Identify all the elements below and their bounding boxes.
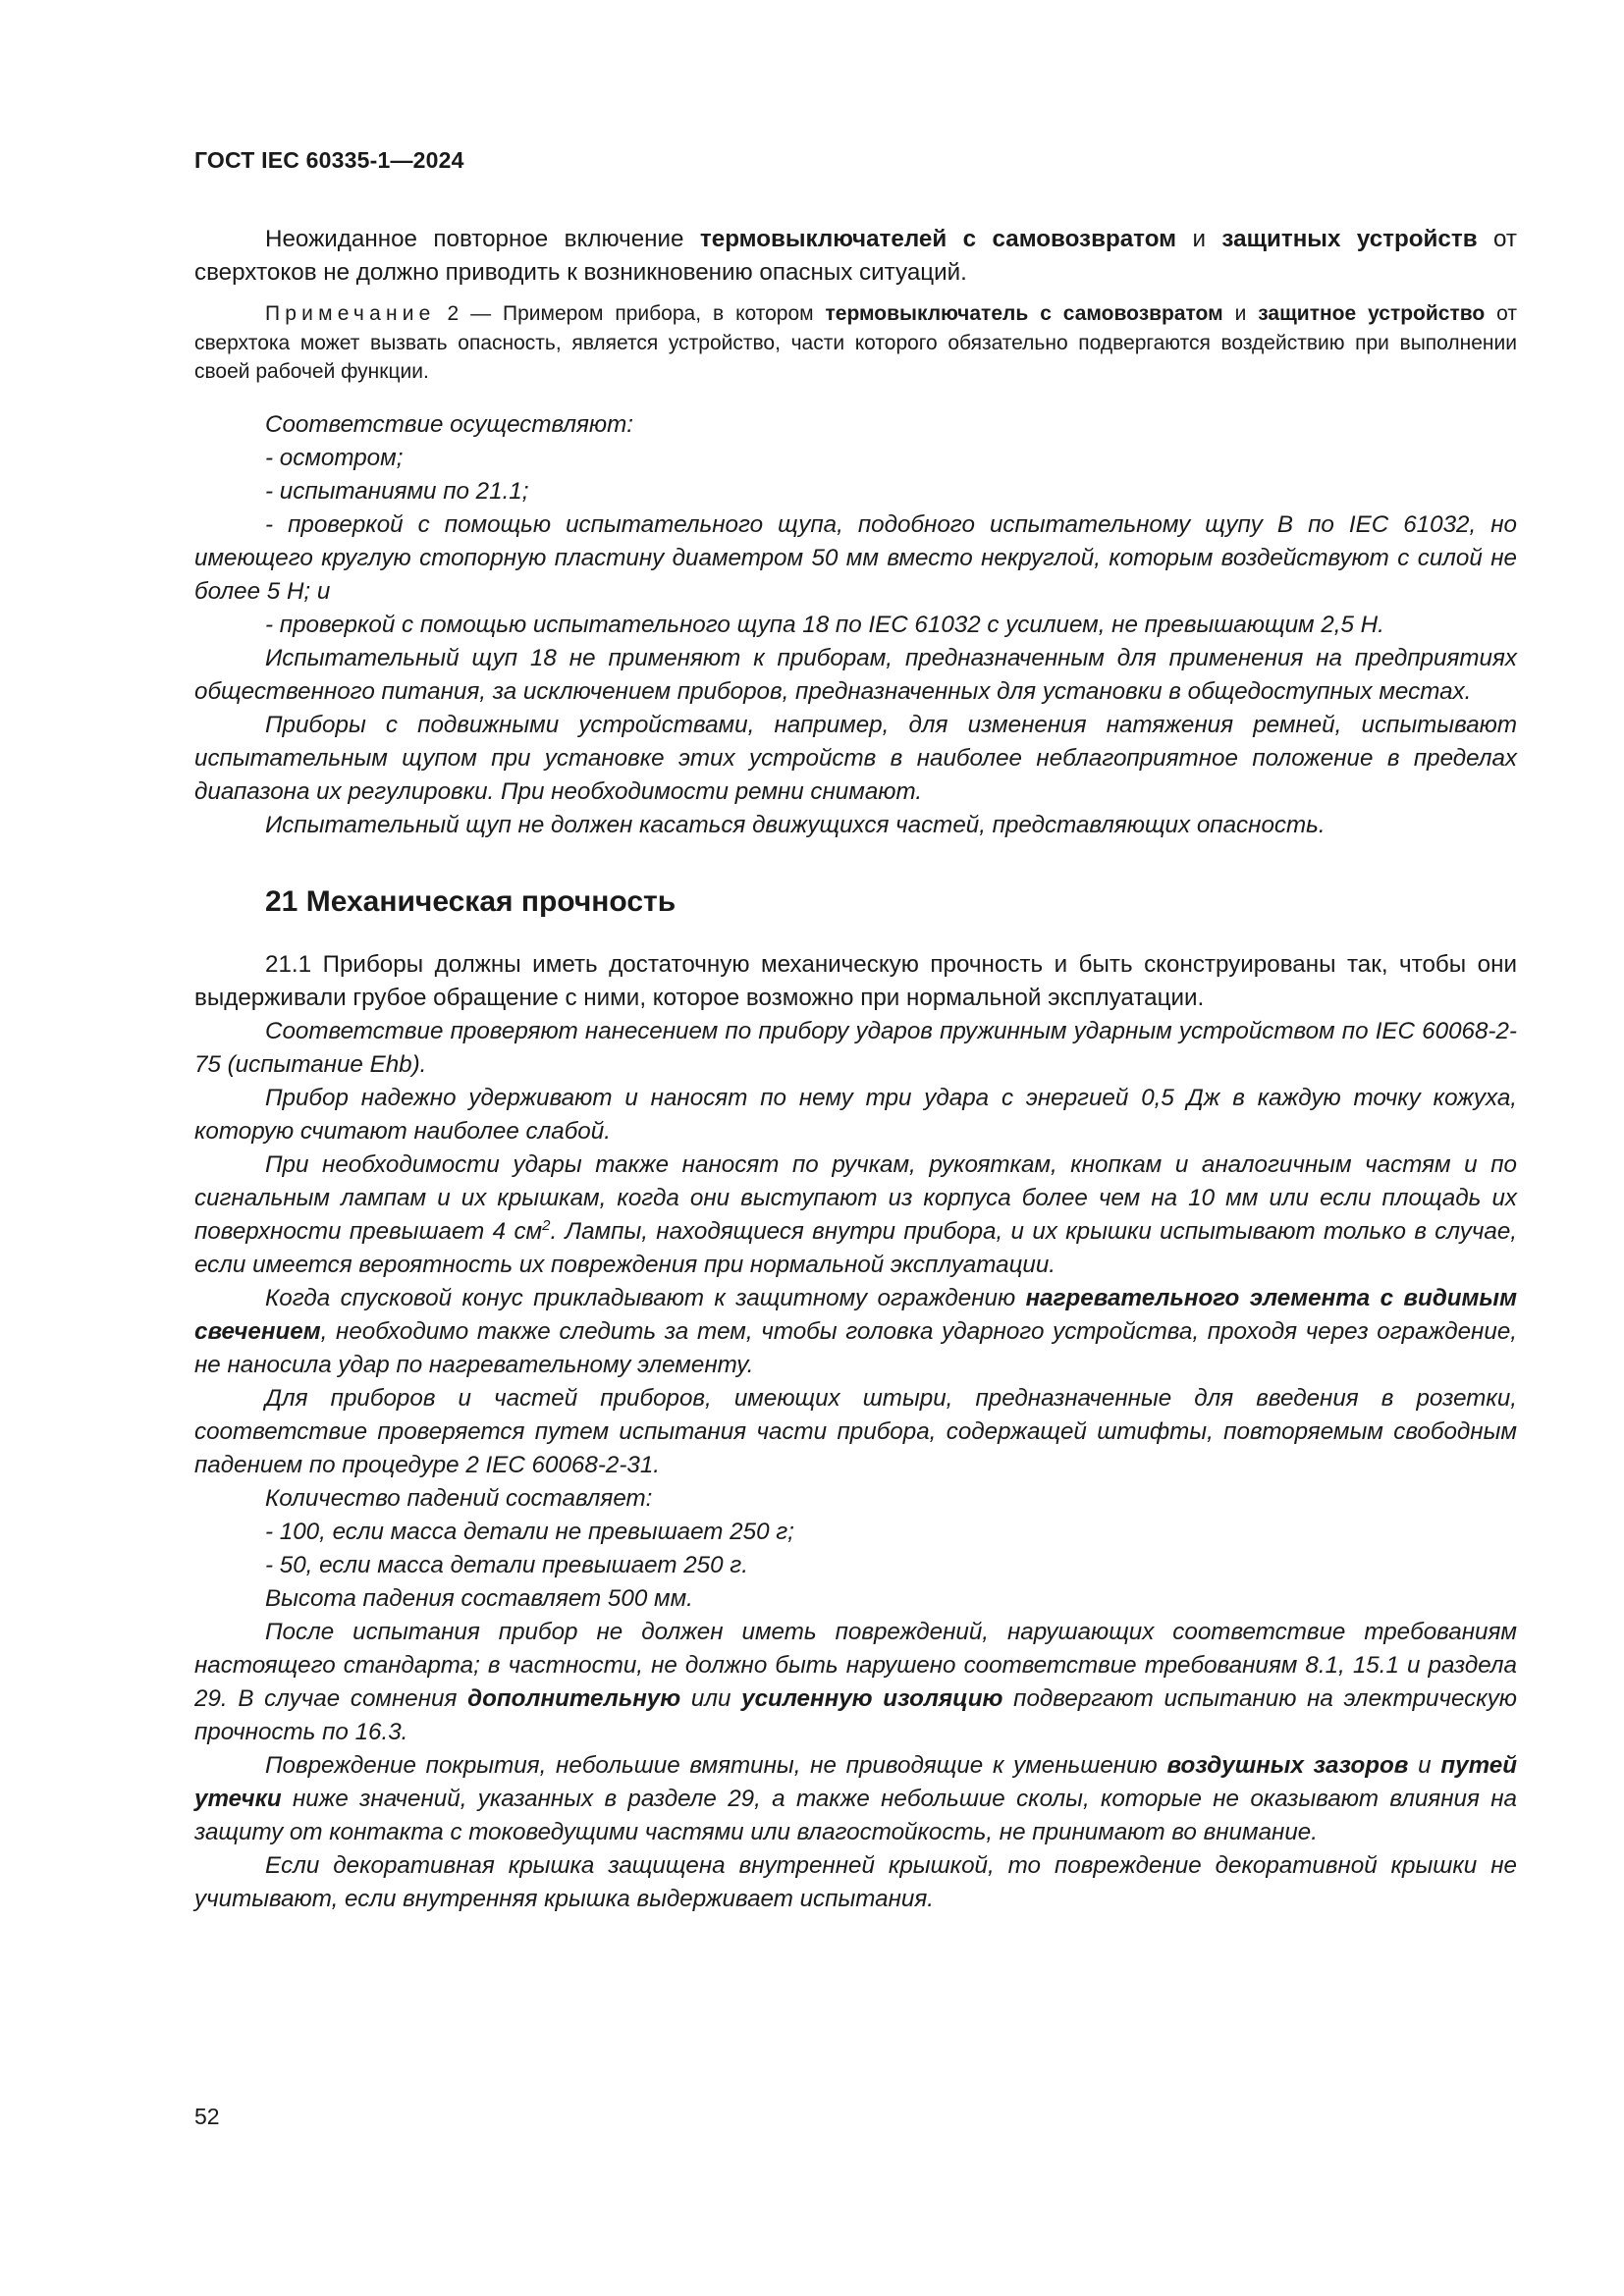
text-segment: и: [1408, 1751, 1441, 1779]
section-21-title: 21 Механическая прочность: [265, 884, 677, 918]
text-segment: , необходимо также следить за тем, чтобы головка ударного устройства, проходя через ограждение, не наносила удар по нагревательному элементу.: [194, 1317, 1517, 1378]
text-segment: 2 — Примером прибора, в котором: [435, 302, 826, 325]
text-segment: После испытания прибор не должен иметь повреждений, нарушающих соответствие требованиям настоящего стандарта; в частности, не должно быть нарушено соответствие требованиям 8.1, 15.1 и раздела 29. В случае сомнения: [194, 1618, 1517, 1712]
compliance-text: [194, 1148, 1517, 1282]
compliance-text: - 50, если масса детали превышает 250 г.: [265, 1551, 748, 1578]
note-label: Примечание: [265, 302, 436, 325]
note-2: [194, 299, 1517, 387]
compliance-text-part: . Лампы, находящиеся внутри прибора, и их крышки испытывают только в случае, если имеется вероятность их повреждения при нормальной эксплуатации.: [194, 1217, 1517, 1278]
text-segment: или: [680, 1684, 742, 1712]
compliance-line: Приборы с подвижными устройствами, например, для изменения натяжения ремней, испытывают испытательным щупом при установке этих устройств в наиболее неблагоприятное положение в пределах диапазона их регулировки. При необходимости ремни снимают.: [194, 711, 1517, 805]
compliance-text: - 100, если масса детали не превышает 250 г;: [265, 1518, 794, 1545]
defined-term: термовыключатель с самовозвратом: [825, 302, 1223, 325]
compliance-text: [194, 1616, 1517, 1749]
compliance-line: Испытательный щуп 18 не применяют к приборам, предназначенным для применения на предприятиях общественного питания, за исключением приборов, предназначенных для установки в общедоступных местах.: [194, 644, 1517, 705]
defined-term: защитное устройство: [1258, 302, 1486, 325]
compliance-text: Соответствие проверяют нанесением по прибору ударов пружинным ударным устройством по IEC 60068-2-75 (испытание Ehb).: [194, 1017, 1517, 1078]
compliance-text: Количество падений составляет:: [265, 1484, 653, 1512]
compliance-text: [194, 1282, 1517, 1382]
compliance-line: Соответствие осуществляют:: [265, 410, 633, 438]
compliance-section-20: [194, 408, 1517, 842]
defined-term: термовыключателей с самовозвратом: [699, 226, 1177, 252]
defined-term: усиленную изоляцию: [741, 1684, 1003, 1712]
compliance-text: Высота падения составляет 500 мм.: [265, 1584, 693, 1612]
defined-term: нагревательного элемента с видимым свечением: [194, 1284, 1517, 1345]
superscript: 2: [542, 1216, 551, 1234]
compliance-text-part: При необходимости удары также наносят по ручкам, рукояткам, кнопкам и аналогичным частям и по сигнальным лампам и их крышкам, когда они выступают из корпуса более чем на 10 мм или если площадь их поверхности превышает 4 см: [194, 1150, 1517, 1245]
defined-term: дополнительную: [467, 1684, 681, 1712]
document-page: [194, 147, 1517, 1916]
text-segment: от сверхтоков не должно приводить к возникновению опасных ситуаций.: [194, 226, 1518, 286]
intro-paragraph: [194, 223, 1517, 290]
defined-term: воздушных зазоров: [1166, 1751, 1409, 1779]
compliance-text: Прибор надежно удерживают и наносят по нему три удара с энергией 0,5 Дж в каждую точку кожуха, которую считают наиболее слабой.: [194, 1084, 1517, 1145]
compliance-text: [194, 1749, 1517, 1849]
defined-term: защитных устройств: [1221, 226, 1478, 252]
text-segment: подвергают испытанию на электрическую прочность по 16.3.: [194, 1684, 1517, 1745]
compliance-line: - испытаниями по 21.1;: [265, 477, 529, 505]
compliance-text: Для приборов и частей приборов, имеющих штыри, предназначенные для введения в розетки, соответствие проверяется путем испытания части прибора, содержащей штифты, повторяемым свободным падением по процедуре 2 IEC 60068-2-31.: [194, 1384, 1517, 1478]
compliance-line: - осмотром;: [265, 444, 404, 471]
clause-21-1: 21.1 Приборы должны иметь достаточную механическую прочность и быть сконструированы так, чтобы они выдерживали грубое обращение с ними, которое возможно при нормальной эксплуатации.: [194, 950, 1517, 1011]
text-segment: Когда спусковой конус прикладывают к защитному ограждению: [265, 1284, 1026, 1311]
compliance-text: Если декоративная крышка защищена внутренней крышкой, то повреждение декоративной крышки не учитывают, если внутренняя крышка выдерживает испытания.: [194, 1851, 1517, 1912]
defined-term: путей утечки: [194, 1751, 1517, 1812]
text-segment: и: [1222, 302, 1259, 325]
text-segment: от сверхтока может вызвать опасность, является устройство, части которого обязательно подвергаются воздействию при выполнении своей рабочей функции.: [194, 302, 1517, 383]
compliance-line: Испытательный щуп не должен касаться движущихся частей, представляющих опасность.: [265, 811, 1326, 838]
text-segment: Неожиданное повторное включение: [265, 226, 700, 252]
text-segment: Повреждение покрытия, небольшие вмятины, не приводящие к уменьшению: [265, 1751, 1167, 1779]
text-segment: и: [1176, 226, 1222, 252]
document-header: ГОСТ IEC 60335-1—2024: [194, 147, 464, 173]
compliance-line: - проверкой с помощью испытательного щупа, подобного испытательному щупу B по IEC 61032, но имеющего круглую стопорную пластину диаметром 50 мм вместо некруглой, которым воздействуют с силой не более 5 Н; и: [194, 510, 1517, 605]
text-segment: ниже значений, указанных в разделе 29, а также небольшие сколы, которые не оказывают влияния на защиту от контакта с токоведущими частями или влагостойкость, не принимают во внимание.: [194, 1785, 1517, 1845]
page-number: 52: [194, 2104, 220, 2129]
compliance-line: - проверкой с помощью испытательного щупа 18 по IEC 61032 с усилием, не превышающим 2,5 Н.: [265, 611, 1384, 638]
